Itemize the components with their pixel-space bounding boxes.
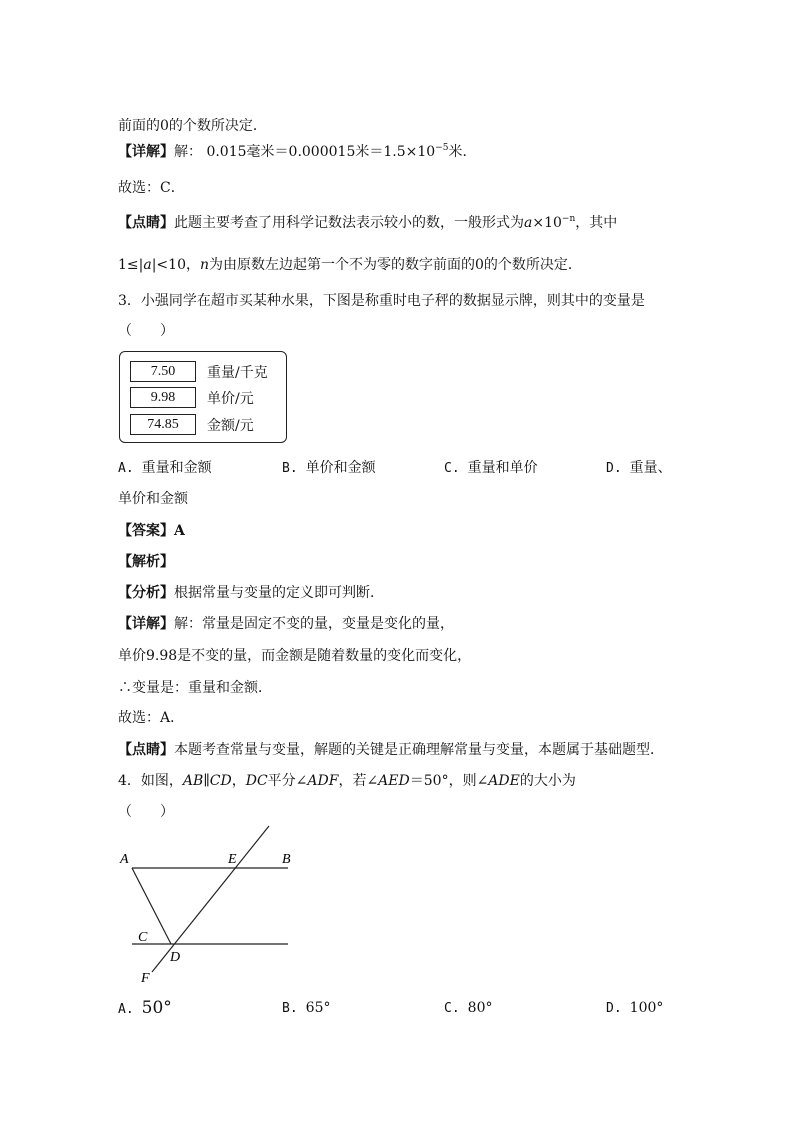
option-text: 100°: [629, 1000, 664, 1016]
scale-value: 74.85: [130, 414, 196, 435]
option-key: A.: [118, 461, 134, 476]
q3-detail-line: [118, 613, 454, 633]
comment-text: 此题主要考查了用科学记数法表示较小的数，一般形式为: [174, 215, 524, 231]
detail-coef: 1.5×10: [383, 144, 436, 160]
detail-tag: 【详解】: [118, 616, 174, 632]
q3-answer: 【答案】A: [118, 523, 185, 539]
q3-option-d-cont: 单价和金额: [118, 491, 188, 507]
stem-c: 平分: [267, 773, 296, 789]
choice-line: 故选：C．: [118, 180, 185, 196]
detail-line: [118, 141, 476, 161]
detail-text: 解：常量是固定不变的量，变量是变化的量，: [174, 616, 454, 632]
detail-text: 解：: [174, 144, 202, 160]
detail-unit3: 米．: [448, 144, 477, 160]
option-key: B.: [282, 461, 298, 476]
stem-a: 4．如图，: [118, 773, 183, 789]
option-text: 50°: [141, 998, 172, 1018]
stem-par: ∥: [203, 773, 210, 789]
detail-value1: 0.015: [206, 144, 247, 160]
label-c: C: [138, 930, 148, 945]
option-text: 重量和金额: [141, 460, 212, 476]
scale-label: 金额/元: [207, 418, 254, 434]
q4-option-d[interactable]: [606, 1000, 663, 1016]
geometry-figure: [110, 820, 310, 990]
stem-ab: AB: [182, 773, 204, 789]
scale-value: 7.50: [130, 361, 196, 382]
label-a: A: [120, 852, 129, 867]
option-key: C.: [444, 1001, 460, 1016]
comment-tail: ，其中: [575, 215, 618, 231]
condition-line: [118, 254, 582, 274]
comment-tag: 【点睛】: [118, 742, 174, 758]
stem-dc: DC: [245, 773, 268, 789]
label-f: F: [141, 971, 150, 986]
analysis-tag: 【分析】: [118, 585, 174, 601]
cond-c: |<10，: [151, 257, 200, 273]
detail-value2: 0.000015: [288, 144, 356, 160]
label-b: B: [282, 852, 291, 867]
detail-line2b: 是不变的量，而金额是随着数量的变化而变化，: [177, 648, 472, 664]
detail-tag: 【详解】: [118, 144, 174, 160]
q3-option-a[interactable]: [118, 457, 212, 477]
q3-choice: 故选：A．: [118, 710, 185, 726]
q4-option-c[interactable]: [444, 1000, 492, 1016]
scale-label: 单价/元: [207, 391, 254, 407]
stem-e: ＝50°，则: [409, 773, 477, 789]
detail-line2a: 单价: [118, 648, 146, 664]
label-e: E: [228, 852, 237, 867]
q4-paren: （ ）: [118, 804, 174, 820]
stem-aed: ∠AED: [366, 773, 410, 789]
q4-stem: [118, 770, 576, 790]
option-text: 单价和金额: [305, 460, 376, 476]
stem-d: ，若: [338, 773, 367, 789]
cond-a: 1≤|: [118, 257, 144, 273]
scale-value: 9.98: [130, 387, 196, 408]
q3-option-b[interactable]: [282, 457, 376, 477]
q4-option-a[interactable]: [118, 998, 172, 1018]
q3-comment-line: [118, 739, 664, 759]
scale-label: 重量/千克: [207, 365, 268, 381]
scale-row: [130, 387, 280, 407]
option-text: 重量和单价: [467, 460, 538, 476]
comment-line: [118, 212, 617, 232]
option-key: A.: [118, 1002, 134, 1017]
cond-tail: 为由原数左边起第一个不为零的数字前面的0的个数所决定．: [209, 257, 582, 273]
q4-option-b[interactable]: [282, 1000, 330, 1016]
option-text: 80°: [467, 1000, 493, 1016]
scale-row: [130, 414, 280, 434]
option-key: D.: [606, 1001, 622, 1016]
q3-analysis-line: [118, 582, 384, 602]
stem-cd: CD: [209, 773, 232, 789]
cond-n: n: [199, 257, 210, 273]
detail-line2num: 9.98: [146, 648, 178, 664]
detail-eq2: ＝: [369, 144, 384, 160]
detail-unit1: 毫米: [246, 144, 275, 160]
q3-therefore: ∴变量是：重量和金额．: [118, 680, 272, 696]
q3-option-d[interactable]: [606, 457, 672, 477]
option-key: B.: [282, 1001, 298, 1016]
detail-eq: ＝: [274, 144, 289, 160]
comment-text: 本题考查常量与变量，解题的关键是正确理解常量与变量，本题属于基础题型．: [174, 742, 664, 758]
analysis-text: 根据常量与变量的定义即可判断．: [174, 585, 384, 601]
comment-formula: a: [524, 215, 533, 231]
label-d: D: [170, 950, 181, 965]
q3-detail-line2: [118, 645, 471, 665]
comment-formula2: ×10: [532, 215, 562, 231]
stem-ade: ∠ADE: [476, 773, 520, 789]
detail-exp: −5: [435, 143, 449, 153]
cond-b: a: [143, 257, 152, 273]
comment-exp: −n: [561, 214, 576, 224]
q3-option-c[interactable]: [444, 457, 538, 477]
continuation-text: 前面的0的个数所决定．: [118, 118, 267, 134]
q3-stem: 3．小强同学在超市买某种水果，下图是称重时电子秤的数据显示牌，则其中的变量是: [118, 293, 645, 309]
comment-tag: 【点睛】: [118, 215, 174, 231]
q3-analysis: 【解析】: [118, 554, 174, 570]
scale-row: [130, 361, 280, 381]
scale-display: [119, 351, 287, 443]
stem-b: ，: [231, 773, 246, 789]
q3-paren: （ ）: [118, 323, 174, 339]
stem-f: 的大小为: [519, 773, 576, 789]
detail-unit2: 米: [355, 144, 370, 160]
option-key: C.: [444, 461, 460, 476]
stem-adf: ∠ADF: [295, 773, 339, 789]
option-text: 重量、: [629, 460, 672, 476]
option-text: 65°: [305, 1000, 331, 1016]
option-key: D.: [606, 461, 622, 476]
